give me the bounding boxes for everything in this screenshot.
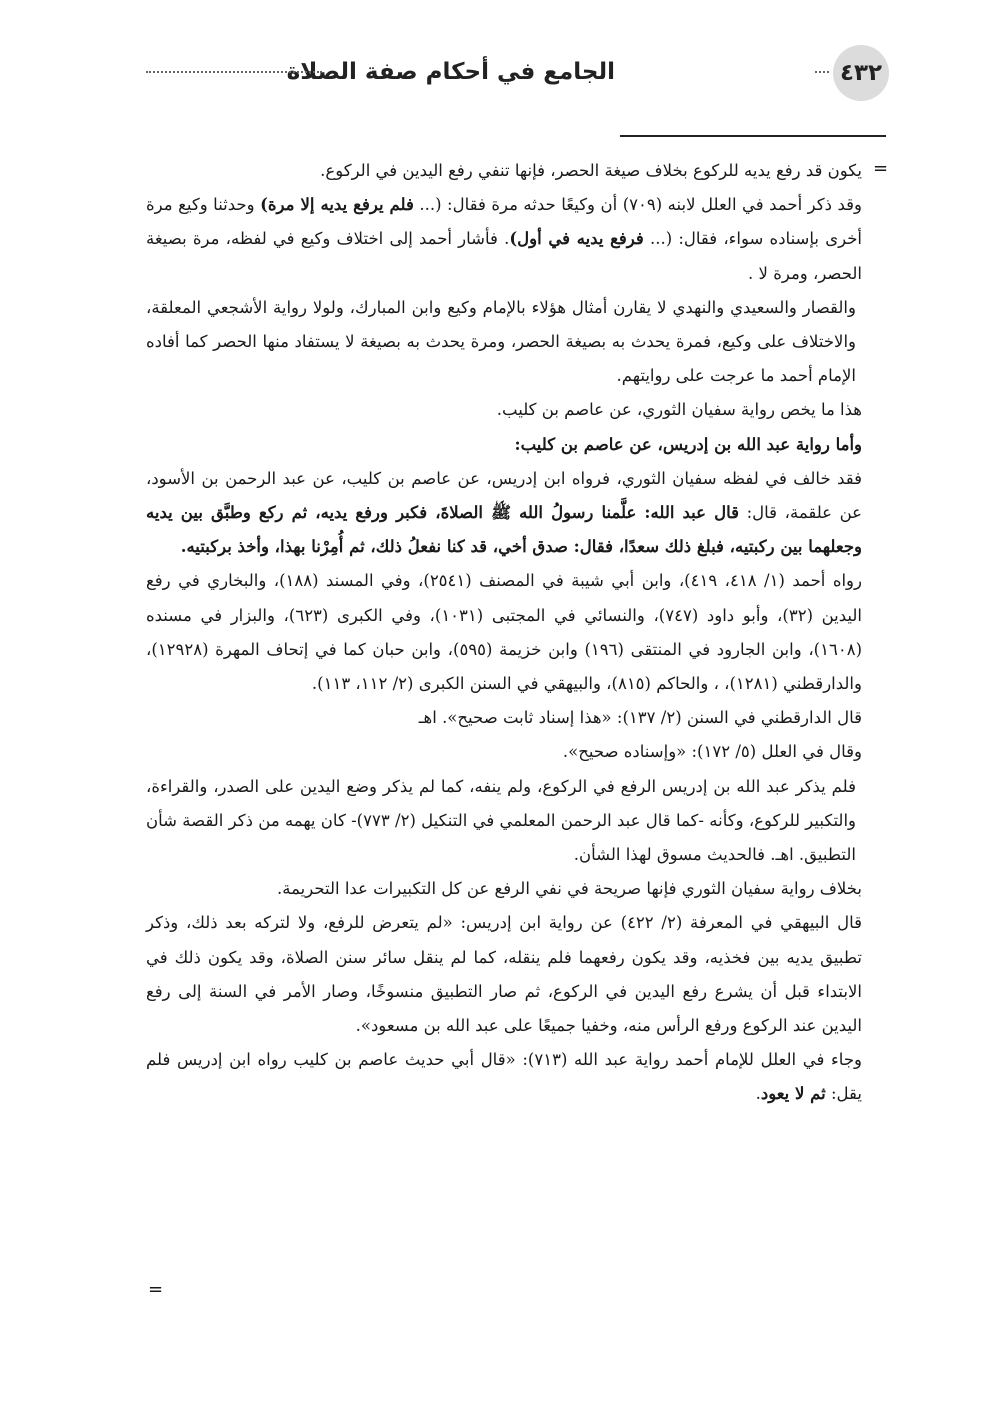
paragraph: فلم يذكر عبد الله بن إدريس الرفع في الركوع، ولم ينفه، كما لم يذكر وضع اليدين على الصدر، والقراءة، والتكبير للركوع، وكأنه -كما قال عبد الرحمن المعلمي في التنكيل (٢/ ٧٧٣)- كان يهمه من ذكر القصة شأن التطبيق. اهـ. فالحديث مسوق لهذا الشأن. (146, 776, 856, 865)
bold-quote: ثم لا يعود (760, 1084, 826, 1104)
paragraph (146, 462, 862, 565)
continuation-mark-bottom: = (148, 1279, 164, 1300)
paragraph (146, 1043, 862, 1111)
heading-text: وأما رواية عبد الله بن إدريس، عن عاصم بن كليب: (514, 434, 862, 454)
paragraph (146, 188, 862, 291)
text-run: وحدثنا وكيع مرة أخرى بإسناده سواء، فقال: (... (146, 195, 862, 249)
header-dots-left (146, 71, 322, 73)
paragraph: وقال في العلل (٥/ ١٧٢): «وإسناده صحيح». (562, 742, 862, 762)
paragraph: هذا ما يخص رواية سفيان الثوري، عن عاصم بن كليب. (496, 400, 862, 420)
footnote-body (146, 154, 862, 1112)
text-run: . فأشار أحمد إلى اختلاف وكيع في لفظه، مرة بصيغة الحصر، ومرة لا . (146, 229, 862, 283)
footnote-separator (620, 135, 886, 137)
paragraph: يكون قد رفع يديه للركوع بخلاف صيغة الحصر، فإنها تنفي رفع اليدين في الركوع. (320, 161, 862, 180)
bold-quote: فلم يرفع يديه إلا مرة) (260, 195, 414, 215)
paragraph: بخلاف رواية سفيان الثوري فإنها صريحة في نفي الرفع عن كل التكبيرات عدا التحريمة. (277, 879, 862, 899)
paragraph: قال البيهقي في المعرفة (٢/ ٤٢٢) عن رواية ابن إدريس: «لم يتعرض للرفع، ولا لتركه بعد ذلك، وذكر تطبيق يديه بين فخذيه، وقد يكون رفعهما فلم ينقله، كما لم ينقل سائر سنن الصلاة، وقد يكون ذلك في الابتداء قبل أن يشرع رفع اليدين في الركوع، ثم صار التطبيق منسوخًا، وصار الأمر في السنة إلى رفع اليدين عند الركوع ورفع الرأس منه، وخفيا جميعًا على عبد الله بن مسعود». (146, 913, 863, 1036)
hadith-text: قال عبد الله: علَّمنا رسولُ الله ﷺ الصلاةَ، فكبر ورفع يديه، ثم ركع وطبَّق بين يديه وجعلهما بين ركبتيه، فبلغ ذلك سعدًا، فقال: صدق أخي، قد كنا نفعلُ ذلك، ثم أُمِرْنا بهذا، وأخذ بركبتيه. (146, 503, 862, 557)
page-number-badge: ٤٣٢ (833, 45, 889, 101)
paragraph: رواه أحمد (١/ ٤١٨، ٤١٩)، وابن أبي شيبة في المصنف (٢٥٤١)، وفي المسند (١٨٨)، والبخاري في رفع اليدين (٣٢)، وأبو داود (٧٤٧)، والنسائي في المجتبى (١٠٣١)، وفي الكبرى (٦٢٣)، والبزار في مسنده (١٦٠٨)، وابن الجارود في المنتقى (١٩٦) وابن خزيمة (٥٩٥)، وابن حبان كما في إتحاف المهرة (١٢٩٢٨)، والدارقطني (١٢٨١)، ، والحاكم (٨١٥)، والبيهقي في السنن الكبرى (٢/ ١١٢، ١١٣). (146, 571, 863, 694)
bold-quote: فرفع يديه في أول) (509, 229, 644, 249)
text-run: وقد ذكر أحمد في العلل لابنه (٧٠٩) أن وكيعًا حدثه مرة فقال: (... (413, 195, 862, 215)
text-run: . (755, 1084, 761, 1104)
text-run: وجاء في العلل للإمام أحمد رواية عبد الله (٧١٣): «قال أبي حديث عاصم بن كليب رواه ابن إدريس فلم يقل: (146, 1050, 862, 1104)
header-dots-right (815, 71, 829, 73)
paragraph: قال الدارقطني في السنن (٢/ ١٣٧): «هذا إسناد ثابت صحيح». اهـ (418, 708, 862, 728)
continuation-mark-top: = (873, 158, 889, 179)
paragraph: والقصار والسعيدي والنهدي لا يقارن أمثال هؤلاء بالإمام وكيع وابن المبارك، ولولا رواية الأشجعي المعلقة، والاختلاف على وكيع، فمرة يحدث به بصيغة الحصر، ومرة يحدث به بصيغة لا يستفاد منها الحصر كما أفاده الإمام أحمد ما عرجت على روايتهم. (146, 297, 856, 386)
text-run: فقد خالف في لفظه سفيان الثوري، فرواه ابن إدريس، عن عاصم بن كليب، عن عبد الرحمن بن الأسود، عن علقمة، قال: (146, 468, 863, 523)
running-title: الجامع في أحكام صفة الصلاة (286, 59, 615, 85)
section-heading (146, 428, 862, 462)
